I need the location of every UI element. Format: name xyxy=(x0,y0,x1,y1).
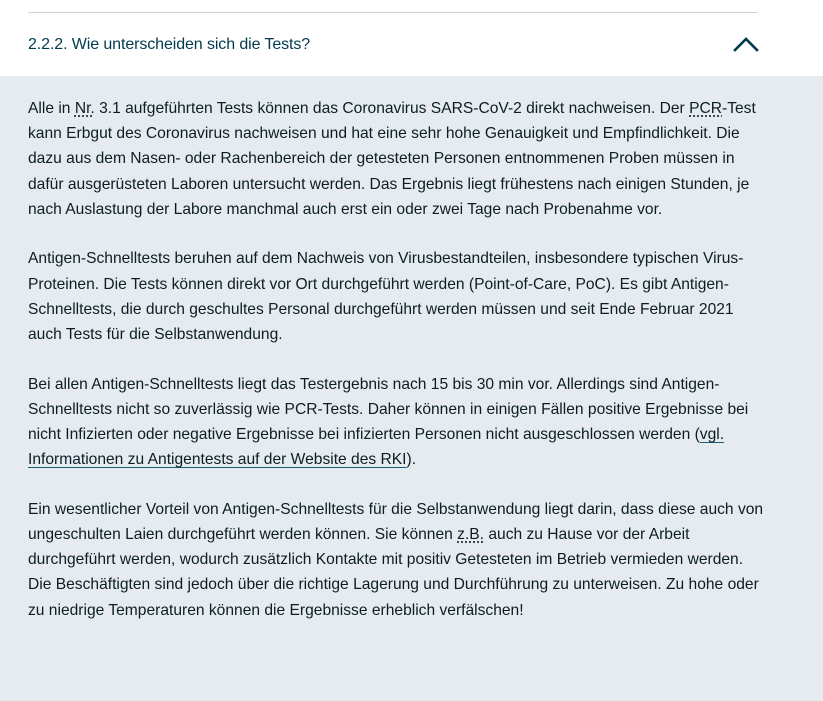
paragraph-test-reliability xyxy=(28,372,768,473)
rki-antigen-info-link[interactable]: vgl. Informationen zu Antigentests auf der Website des RKI xyxy=(28,426,725,469)
paragraph-antigen-tests: Antigen-Schnelltests beruhen auf dem Nachweis von Virusbestandteilen, insbesondere typischen Virus-Proteinen. Die Tests können direkt vor Ort durchgeführt werden (Point-of-Care, PoC). Es gibt Antigen-Schnelltests, die durch geschultes Personal durchgeführt werden müssen und seit Ende Februar 2021 auch Tests für die Selbstanwendung. xyxy=(28,250,744,344)
accordion-header[interactable] xyxy=(0,13,823,76)
paragraph-text: Bei allen Antigen-Schnelltests liegt das Testergebnis nach 15 bis 30 min vor. Allerdings sind Antigen-Schnelltests nicht so zuverlässig wie PCR-Tests. Daher können in einigen Fällen positive Ergebnisse bei nicht Infizierten oder negative Ergebnisse bei infizierten Personen nicht ausgeschlossen werden ( xyxy=(28,375,749,444)
accordion-title[interactable]: 2.2.2. Wie unterscheiden sich die Tests? xyxy=(28,36,311,53)
accordion-panel xyxy=(0,76,823,701)
paragraph-self-testing xyxy=(28,497,768,623)
paragraph-text: 3.1 aufgeführten Tests können das Coronavirus SARS-CoV-2 direkt nachweisen. Der xyxy=(94,100,690,117)
accordion-content xyxy=(28,96,768,647)
paragraph-text: ). xyxy=(406,451,417,469)
paragraph-text: -Test kann Erbgut des Coronavirus nachweisen und hat eine sehr hohe Genauigkeit und Empfindlichkeit. Die dazu aus dem Nasen- oder Rachenbereich der getesteten Personen entnommenen Proben müssen in dafür ausgerüsteten Laboren untersucht werden. Das Ergebnis liegt frühestens nach einigen Stunden, je nach Auslastung der Labore manchmal auch erst ein oder zwei Tage nach Probenahme vor. xyxy=(28,100,756,218)
paragraph-text: Ein wesentlicher Vorteil von Antigen-Schnelltests für die Selbstanwendung liegt darin, dass diese auch von ungeschulten Laien durchgeführt werden können. Sie können xyxy=(28,500,764,544)
paragraph-text: Alle in xyxy=(28,100,75,117)
chevron-up-icon[interactable] xyxy=(732,33,760,55)
abbreviation-pcr: PCR xyxy=(689,100,723,117)
paragraph-pcr-tests xyxy=(28,96,768,222)
abbreviation-zb: z.B. xyxy=(457,526,485,544)
abbreviation-nr: Nr. xyxy=(74,100,95,117)
paragraph-text: auch zu Hause vor der Arbeit durchgeführt werden, wodurch zusätzlich Kontakte mit positiv Getesteten im Betrieb vermieden werden. Die Beschäftigten sind jedoch über die richtige Lagerung und Durchführung zu unterweisen. Zu hohe oder zu niedrige Temperaturen können die Ergebnisse erheblich verfälschen! xyxy=(28,526,759,619)
